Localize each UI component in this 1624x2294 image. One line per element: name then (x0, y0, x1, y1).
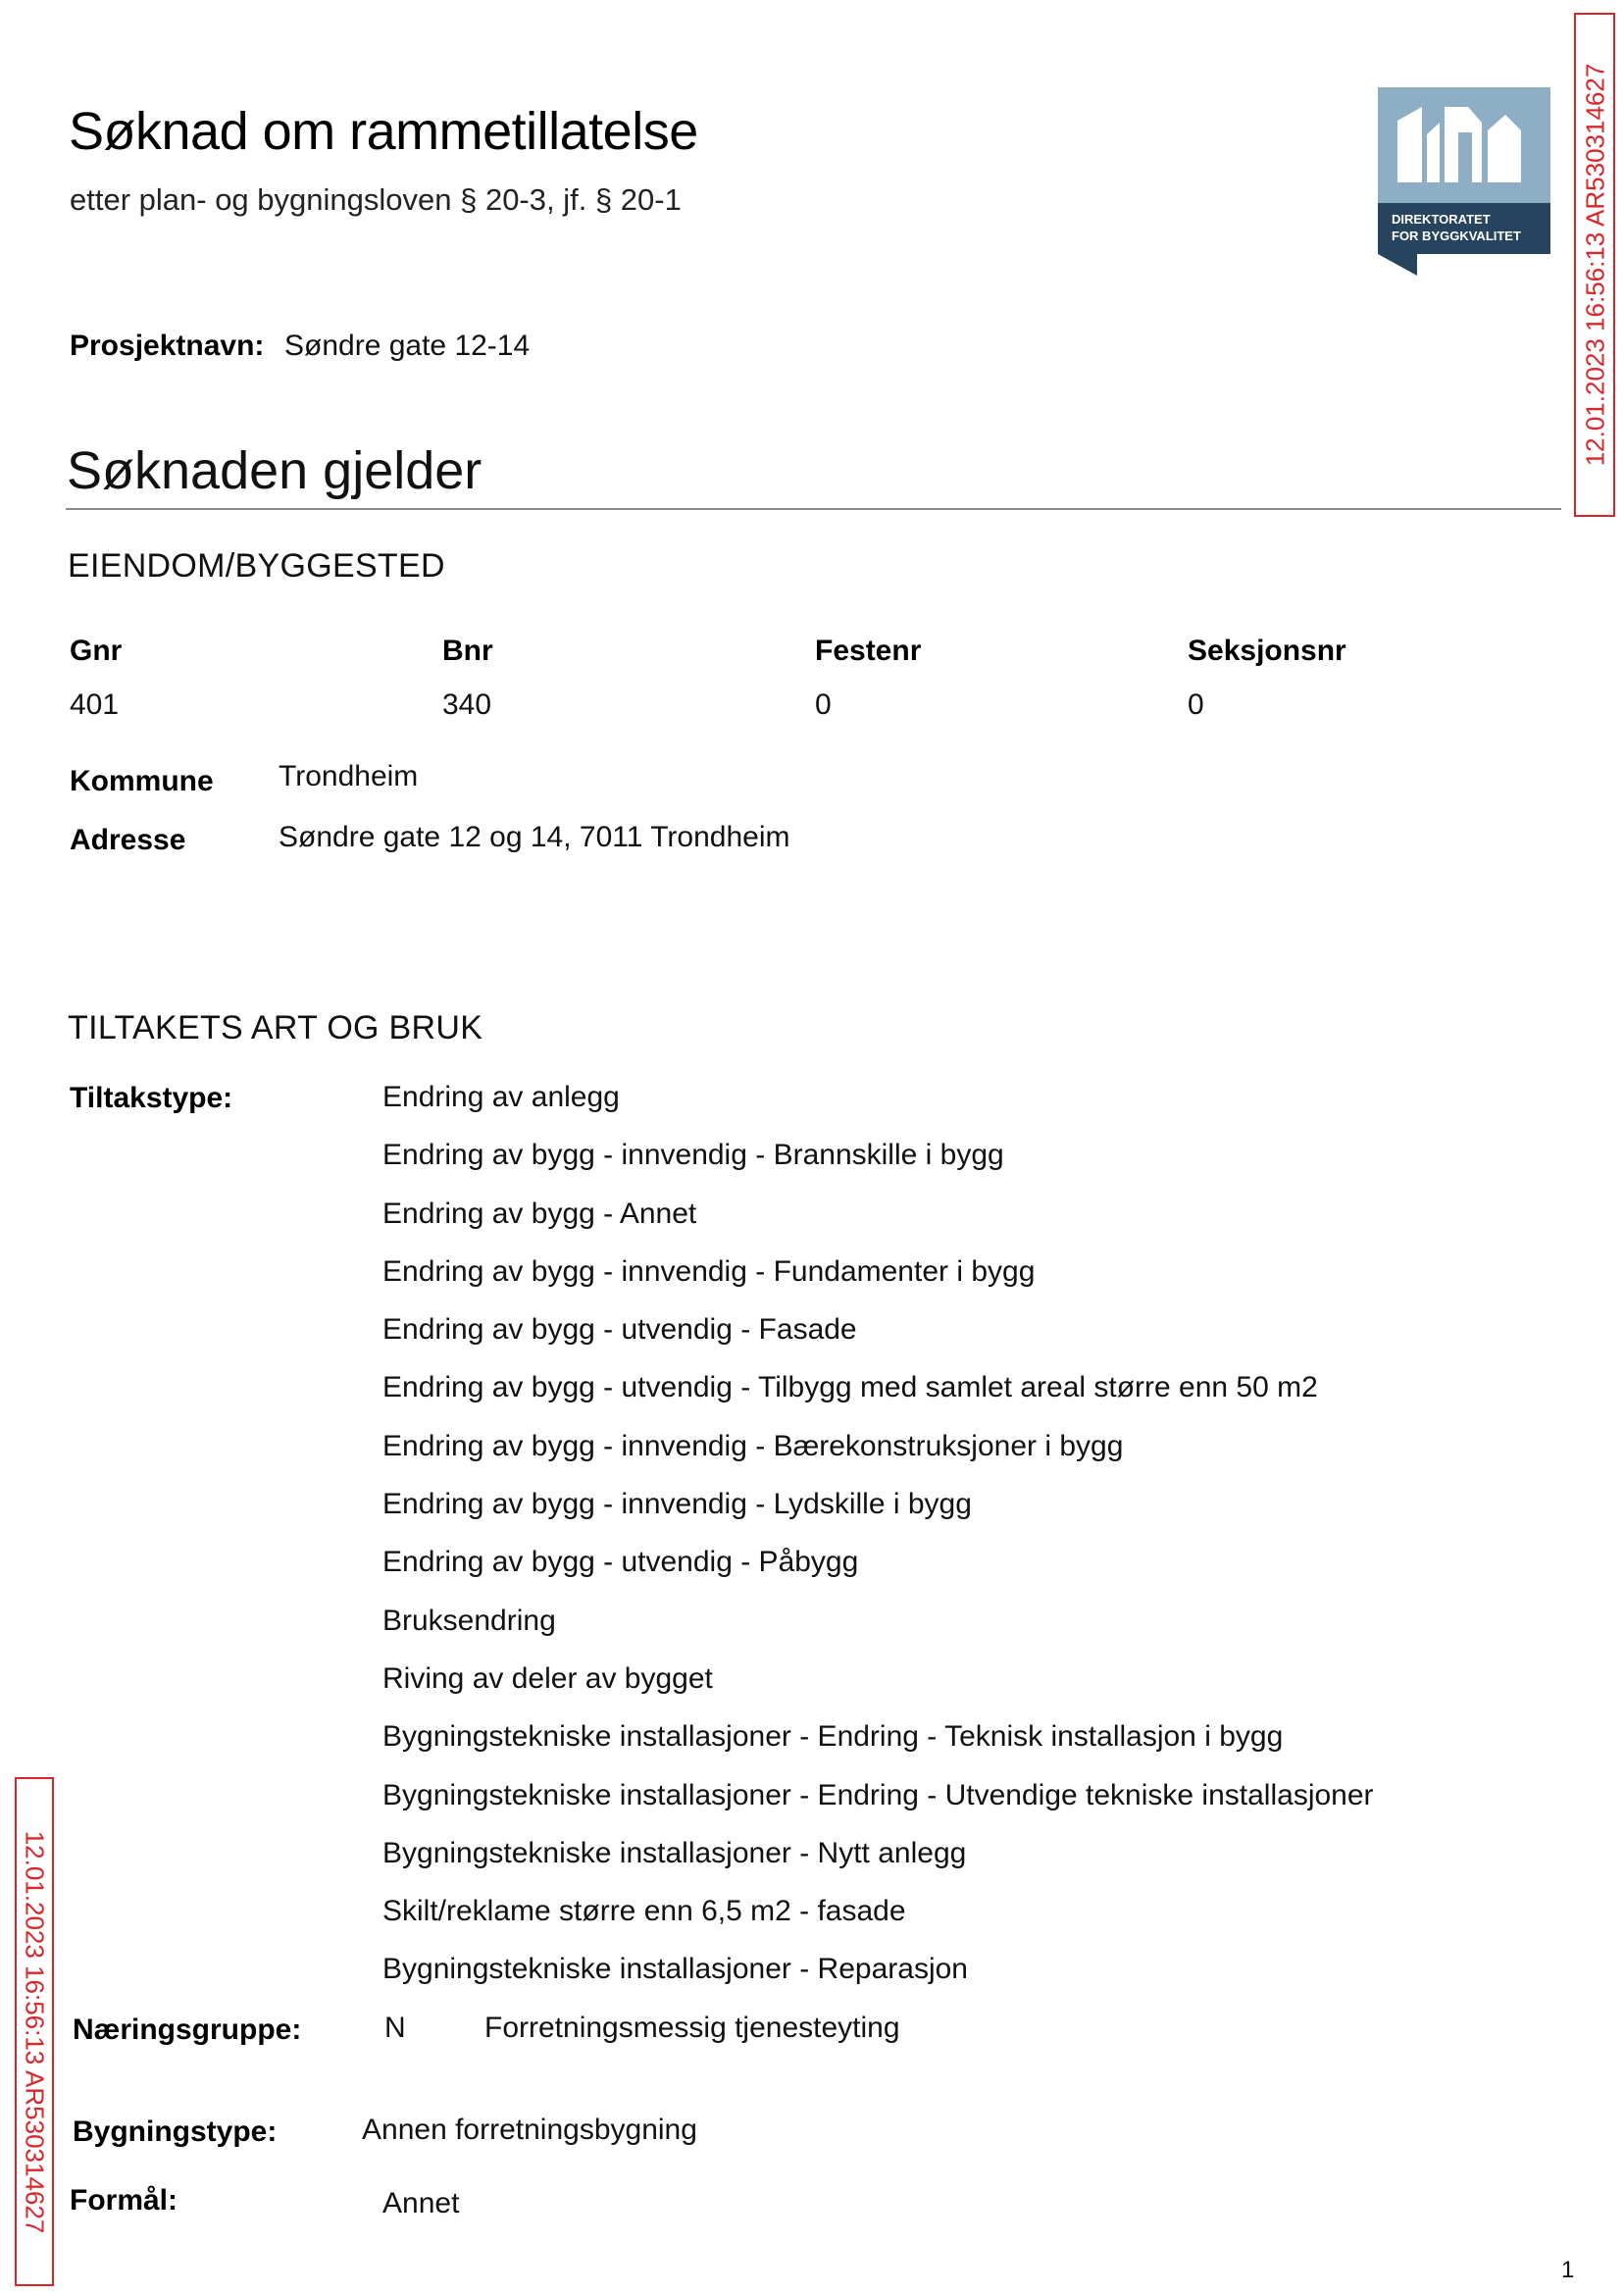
list-item: Bygningstekniske installasjoner - Reparasjon (382, 1953, 968, 1986)
timestamp-stamp-top (1574, 13, 1615, 517)
naeringsgruppe-code: N (384, 2012, 406, 2044)
timestamp-stamp-left (15, 1777, 54, 2286)
bnr-label: Bnr (442, 635, 493, 667)
measure-heading: TILTAKETS ART OG BRUK (68, 1009, 483, 1046)
logo-text-line1: DIREKTORATET (1392, 212, 1491, 227)
logo-text-line2: FOR BYGGKVALITET (1392, 229, 1521, 243)
formaal-value: Annet (382, 2187, 460, 2219)
festenr-label: Festenr (815, 635, 922, 667)
list-item: Endring av bygg - utvendig - Påbygg (382, 1546, 859, 1579)
list-item: Endring av bygg - innvendig - Fundamenter i bygg (382, 1254, 1036, 1288)
tiltakstype-label: Tiltakstype: (70, 1082, 233, 1114)
gnr-label: Gnr (70, 635, 123, 667)
festenr-value: 0 (815, 688, 832, 721)
formaal-label: Formål: (70, 2184, 178, 2217)
gnr-value: 401 (70, 688, 120, 721)
naeringsgruppe-value: Forretningsmessig tjenesteyting (484, 2012, 900, 2044)
stamp-text: 12.01.2023 16:56:13 AR530314627 (20, 1830, 50, 2233)
list-item: Bygningstekniske installasjoner - Endring - Teknisk installasjon i bygg (382, 1720, 1284, 1754)
list-item: Endring av anlegg (382, 1081, 620, 1113)
bygningstype-label: Bygningstype: (73, 2116, 278, 2148)
list-item: Endring av bygg - utvendig - Fasade (382, 1313, 857, 1347)
kommune-label: Kommune (70, 765, 214, 797)
page-number: 1 (1561, 2257, 1575, 2283)
seksjonsnr-value: 0 (1188, 688, 1204, 721)
project-label: Prosjektnavn: (70, 330, 265, 362)
bygningstype-value: Annen forretningsbygning (362, 2114, 697, 2146)
tiltakstype-list (382, 1079, 1374, 2010)
list-item: Bruksendring (382, 1604, 556, 1637)
list-item: Endring av bygg - utvendig - Tilbygg med samlet areal større enn 50 m2 (382, 1371, 1318, 1404)
property-heading: EIENDOM/BYGGESTED (68, 547, 445, 585)
kommune-value: Trondheim (279, 760, 419, 792)
dibk-logo (1378, 87, 1550, 276)
adresse-value: Søndre gate 12 og 14, 7011 Trondheim (279, 821, 790, 853)
project-name: Søndre gate 12-14 (284, 330, 531, 362)
list-item: Endring av bygg - innvendig - Lydskille i bygg (382, 1488, 972, 1521)
list-item: Riving av deler av bygget (382, 1661, 713, 1695)
section-divider (66, 508, 1561, 510)
adresse-label: Adresse (70, 824, 186, 856)
list-item: Endring av bygg - innvendig - Bærekonstruksjoner i bygg (382, 1429, 1124, 1462)
seksjonsnr-label: Seksjonsnr (1188, 635, 1346, 667)
document-title: Søknad om rammetillatelse (69, 102, 698, 161)
list-item: Bygningstekniske installasjoner - Endring - Utvendige tekniske installasjoner (382, 1778, 1374, 1811)
list-item: Bygningstekniske installasjoner - Nytt anlegg (382, 1836, 967, 1869)
stamp-text: 12.01.2023 16:56:13 AR530314627 (1580, 63, 1610, 467)
document-subtitle: etter plan- og bygningsloven § 20-3, jf. § 20-1 (70, 182, 682, 217)
list-item: Endring av bygg - Annet (382, 1197, 697, 1230)
naeringsgruppe-label: Næringsgruppe: (73, 2014, 302, 2046)
list-item: Endring av bygg - innvendig - Brannskille i bygg (382, 1139, 1004, 1172)
section-heading: Søknaden gjelder (67, 441, 482, 500)
bnr-value: 340 (442, 688, 492, 721)
list-item: Skilt/reklame større enn 6,5 m2 - fasade (382, 1895, 906, 1928)
